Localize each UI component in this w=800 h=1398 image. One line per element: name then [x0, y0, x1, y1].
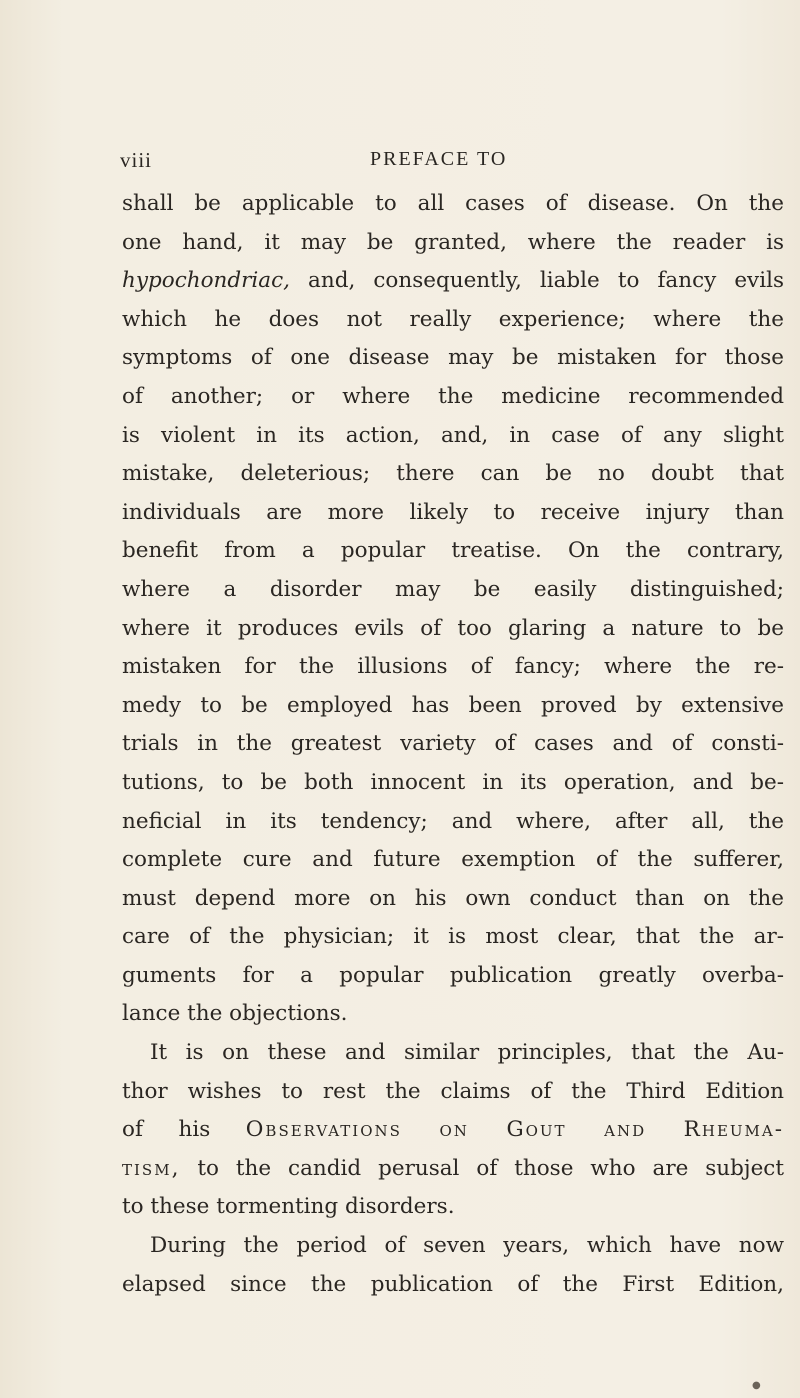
text-span: to the candid perusal of those who are subject — [180, 1155, 784, 1181]
paper-speck: ● — [752, 1380, 761, 1391]
text-line: mistaken for the illusions of fancy; where the re- — [122, 654, 784, 680]
text-line: is violent in its action, and, in case of any slight — [122, 422, 784, 448]
text-line: tutions, to be both innocent in its operation, and be- — [122, 769, 784, 795]
page-number: viii — [120, 148, 153, 172]
text-line: complete cure and future exemption of the sufferer, — [122, 847, 784, 873]
text-line: where a disorder may be easily distinguished; — [122, 576, 784, 602]
text-line: medy to be employed has been proved by extensive — [122, 692, 784, 718]
text-line: lance the objections. — [122, 1001, 348, 1027]
text-line: care of the physician; it is most clear, that the ar- — [122, 924, 784, 950]
text-line — [122, 1111, 784, 1150]
text-line: trials in the greatest variety of cases and of consti- — [122, 731, 784, 757]
text-span: of his — [122, 1117, 246, 1143]
book-title: Observations on Gout and Rheuma- — [245, 1117, 784, 1143]
text-line: symptoms of one disease may be mistaken for those — [122, 345, 784, 371]
book-title: tism, — [122, 1155, 181, 1181]
text-line: neficial in its tendency; and where, after all, the — [122, 808, 784, 834]
text-line: shall be applicable to all cases of disease. On the — [122, 191, 784, 216]
running-head: PREFACE TO — [370, 148, 508, 170]
text-line: to these tormenting disorders. — [122, 1194, 455, 1220]
text-line — [122, 1150, 784, 1189]
text-line: thor wishes to rest the claims of the Third Edition — [122, 1078, 784, 1104]
text-line: mistake, deleterious; there can be no doubt that — [122, 461, 784, 487]
text-line — [122, 262, 784, 301]
text-line: benefit from a popular treatise. On the contrary, — [122, 538, 784, 564]
body-text — [122, 185, 784, 1304]
text-line: must depend more on his own conduct than on the — [122, 885, 784, 911]
page-header — [120, 148, 780, 178]
text-line: guments for a popular publication greatly overba- — [122, 962, 784, 988]
text-line: elapsed since the publication of the First Edition, — [122, 1271, 784, 1297]
italic-term: hypochondriac, — [122, 268, 290, 294]
text-line: It is on these and similar principles, that the Au- — [150, 1040, 784, 1066]
text-span: and, consequently, liable to fancy evils — [290, 268, 784, 294]
text-line: one hand, it may be granted, where the reader is — [122, 229, 784, 255]
text-line: which he does not really experience; where the — [122, 306, 784, 332]
text-line: where it produces evils of too glaring a nature to be — [122, 615, 784, 641]
text-line: individuals are more likely to receive injury than — [122, 499, 784, 525]
text-line: of another; or where the medicine recommended — [122, 383, 784, 409]
text-line: During the period of seven years, which have now — [150, 1233, 784, 1259]
